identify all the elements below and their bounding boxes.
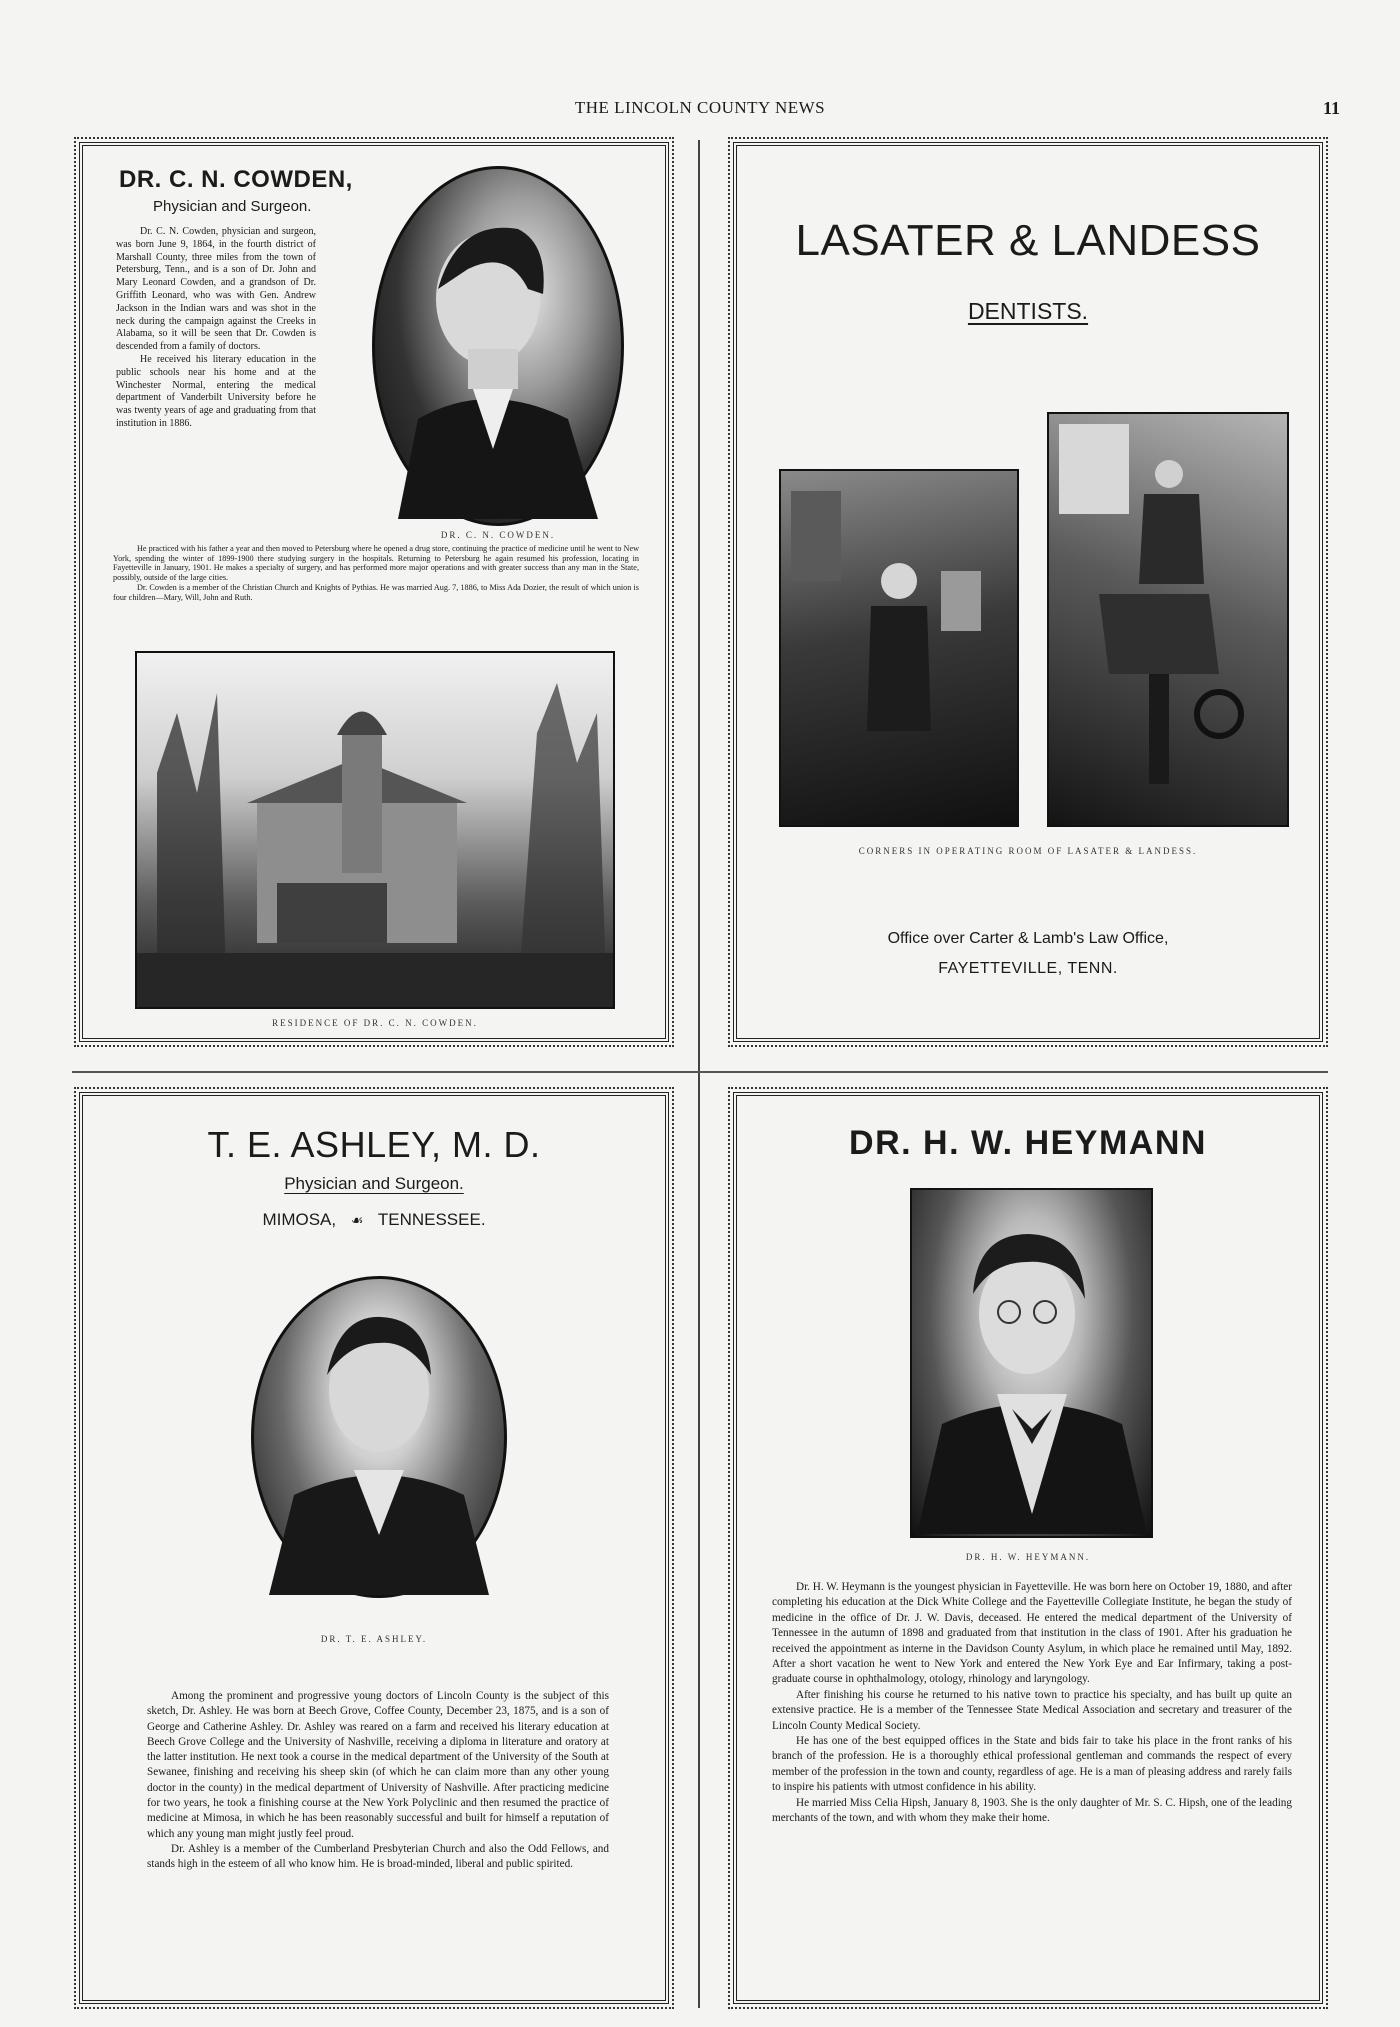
heymann-name: DR. H. W. HEYMANN bbox=[849, 1124, 1207, 1162]
ashley-para-2: Dr. Ashley is a member of the Cumberland Presbyterian Church and also the Odd Fellows, and stands high in the esteem of all who know him. He is broad-minded, liberal and public spirited. bbox=[147, 1842, 609, 1871]
heymann-portrait-caption: DR. H. W. HEYMANN. bbox=[965, 1552, 1091, 1562]
vertical-divider bbox=[698, 140, 700, 2008]
cowden-residence-photo bbox=[135, 651, 615, 1009]
portrait-figure-icon bbox=[269, 1295, 489, 1595]
cowden-bio-upper bbox=[116, 226, 316, 431]
heymann-para-3: He has one of the best equipped offices in the State and bids fair to take his place in the front ranks of his branch of the profession. He is a thoroughly ethical professional gentleman and commands the respect of every member of the profession in the town and county, regardless of age. He is a man of pleasing address and rarely fails to inspire his patients with utmost confidence in his ability. bbox=[772, 1735, 1292, 1794]
house-icon bbox=[137, 653, 613, 1007]
ashley-para-1: Among the prominent and progressive young doctors of Lincoln County is the subject of this sketch, Dr. Ashley. He was born at Beech Grove, Coffee County, December 23, 1875, and is a son of George and Catherine Ashley. Dr. Ashley was reared on a farm and received his literary education at Beech Grove College and the University of Nashville, receiving a diploma in literature and oratory at the latter institution. He next took a course in the medical department of the University of the South at Sewanee, finishing and receiving his sheep skin (of which he can claim more than any other young doctor in the county) in the medical department of University of Nashville. After practicing medicine for two years, he took a finishing course at the New York Polyclinic and then resumed the practice of medicine at Mimosa, in which he has been reasonably successful and built for himself a reputation of which any young man might justly feel proud. bbox=[147, 1690, 609, 1840]
cowden-portrait bbox=[372, 166, 624, 526]
heymann-portrait bbox=[910, 1188, 1153, 1538]
cowden-para-2: He received his literary education in the public schools near his home and at the Winchester Normal, entering the medical department of Vanderbilt University before he was twenty years of age and graduating from that institution in 1886. bbox=[116, 353, 316, 429]
heymann-para-1: Dr. H. W. Heymann is the youngest physician in Fayetteville. He was born here on October 19, 1880, and after completing his education at the Dick White College and the Fayetteville Collegiate Institute, he began the study of medicine in the office of Dr. J. W. Davis, deceased. He entered the medical department of the University of Tennessee in the autumn of 1898 and graduated from that institution in the class of 1901. After his graduation he received the appointment as interne in the Davidson County Asylum, in which place he remained until May, 1892. After a short vacation he went to New York and entered the New York Eye and Ear Infirmary, taking a post-graduate course in ophthalmology, otology, rhinology and laryngology. bbox=[772, 1581, 1292, 1686]
lasater-city: FAYETTEVILLE, TENN. bbox=[938, 960, 1118, 977]
heymann-para-2: After finishing his course he returned to his native town to practice his specialty, and has built up quite an extensive practice. He is a member of the Tennessee State Medical Association and secretary and treasurer of the Lincoln County Medical Society. bbox=[772, 1688, 1292, 1732]
fleuron-icon: ☙ bbox=[350, 1212, 364, 1228]
heymann-para-4: He married Miss Celia Hipsh, January 8, 1903. She is the only daughter of Mr. S. C. Hipsh, one of the leading merchants of the town, and with whom they make their home. bbox=[772, 1796, 1292, 1825]
ashley-location bbox=[83, 1210, 665, 1230]
ashley-location-state: TENNESSEE. bbox=[377, 1210, 486, 1229]
heymann-bio bbox=[772, 1580, 1292, 1827]
lasater-panel bbox=[733, 142, 1323, 1042]
cowden-para-1: Dr. C. N. Cowden, physician and surgeon, was born June 9, 1864, in the fourth district of Marshall County, three miles from the town of Petersburg, Tenn., and is a son of Dr. John and Mary Leonard Cowden, and a grandson of Dr. Griffith Leonard, who was with Gen. Andrew Jackson in the Indian wars and was shot in the neck during the campaign against the Creeks in Alabama, so it will be seen that Dr. Cowden is descended from a family of doctors. bbox=[116, 226, 316, 353]
ashley-location-town: MIMOSA, bbox=[262, 1210, 337, 1229]
cowden-para-4: Dr. Cowden is a member of the Christian Church and Knights of Pythias. He was married Aug. 7, 1886, to Miss Ada Dozier, the result of which union is four children—Mary, Will, John and Ruth. bbox=[113, 582, 639, 602]
ashley-portrait bbox=[251, 1276, 507, 1598]
ashley-bio bbox=[147, 1689, 609, 1873]
cowden-name: DR. C. N. COWDEN, bbox=[119, 166, 353, 193]
dental-chair-icon bbox=[1049, 414, 1287, 825]
cowden-portrait-caption: DR. C. N. COWDEN. bbox=[440, 530, 556, 540]
dentist-figure-icon bbox=[781, 471, 1017, 825]
page-header bbox=[0, 98, 1400, 122]
lasater-office: Office over Carter & Lamb's Law Office, bbox=[887, 930, 1169, 947]
operating-room-photo-right bbox=[1047, 412, 1289, 827]
heymann-panel bbox=[733, 1092, 1323, 2004]
page-number: 11 bbox=[1322, 98, 1340, 118]
horizontal-divider bbox=[72, 1071, 1328, 1073]
newspaper-title: THE LINCOLN COUNTY NEWS bbox=[574, 98, 826, 117]
lasater-subtitle: DENTISTS. bbox=[967, 298, 1089, 324]
cowden-para-3: He practiced with his father a year and then moved to Petersburg where he opened a drug store, continuing the practice of medicine until he went to New York, spending the winter of 1899-1900 there studying surgery in the hospitals. Returning to Petersburg he again resumed his profession, locating in Fayetteville in January, 1901. He makes a specialty of surgery, and has performed more major operations and with greater success than any man in the State, possibly, outside of the large cities. bbox=[113, 544, 639, 583]
operating-room-caption: CORNERS IN OPERATING ROOM OF LASATER & LANDESS. bbox=[858, 846, 1198, 856]
profile-silhouette-icon bbox=[398, 199, 598, 519]
portrait-figure-icon bbox=[917, 1204, 1147, 1534]
cowden-subtitle: Physician and Surgeon. bbox=[153, 198, 312, 215]
operating-room-photo-left bbox=[779, 469, 1019, 827]
lasater-name: LASATER & LANDESS bbox=[795, 216, 1261, 265]
cowden-bio-lower bbox=[113, 544, 639, 602]
cowden-panel bbox=[79, 142, 669, 1042]
ashley-panel bbox=[79, 1092, 669, 2004]
ashley-portrait-caption: DR. T. E. ASHLEY. bbox=[320, 1634, 428, 1644]
ashley-subtitle: Physician and Surgeon. bbox=[284, 1174, 464, 1193]
cowden-residence-caption: RESIDENCE OF DR. C. N. COWDEN. bbox=[272, 1018, 478, 1028]
ashley-name: T. E. ASHLEY, M. D. bbox=[207, 1124, 541, 1165]
